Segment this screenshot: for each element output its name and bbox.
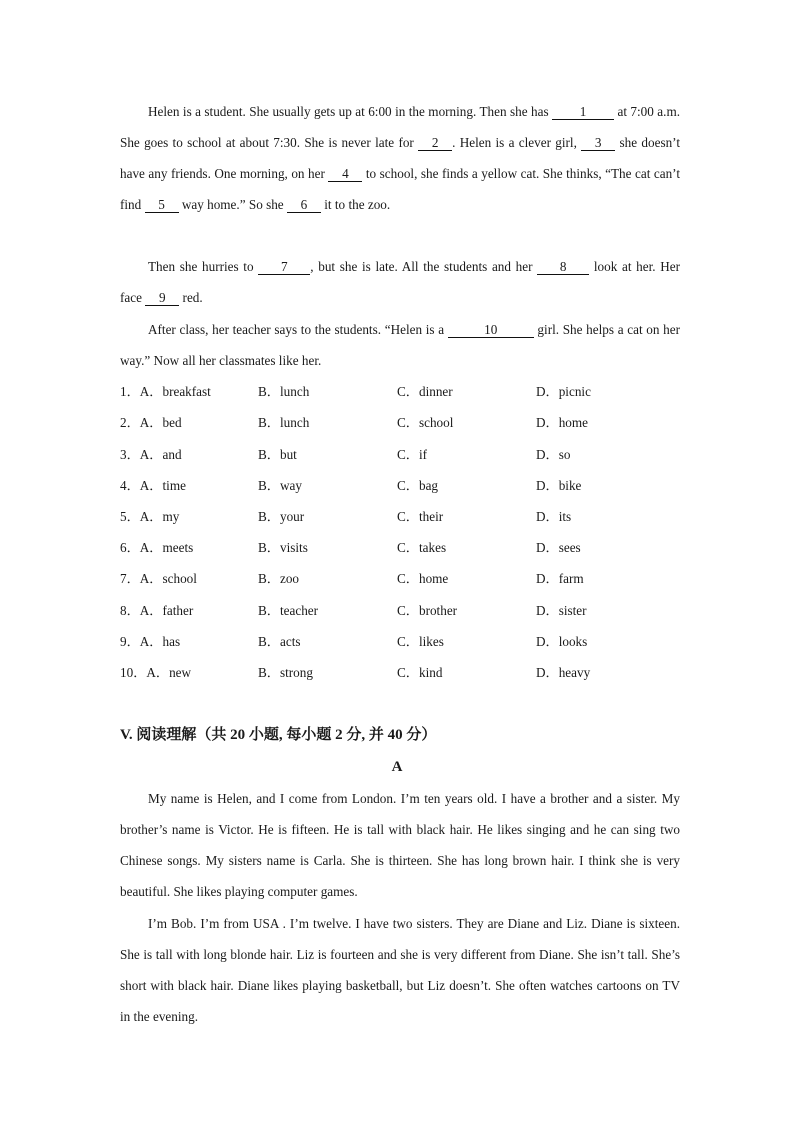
question-row-6	[120, 538, 720, 558]
option-a[interactable]: 8．A．father	[120, 603, 194, 618]
option-c[interactable]: C．takes	[397, 540, 447, 555]
option-b[interactable]: B．way	[258, 478, 302, 493]
option-b[interactable]: B．zoo	[258, 571, 300, 586]
cloze-blank-10[interactable]: 10	[448, 323, 534, 338]
cloze-blank-9[interactable]: 9	[145, 291, 179, 306]
cloze-blank-5[interactable]: 5	[145, 198, 179, 213]
question-row-1	[120, 382, 720, 402]
question-row-3	[120, 445, 720, 465]
cloze-text: girl. She helps a cat on her way.” Now all her classmates like her.	[120, 322, 680, 368]
cloze-paragraph-2	[120, 251, 680, 313]
cloze-blank-7[interactable]: 7	[258, 260, 310, 275]
cloze-blank-8[interactable]: 8	[537, 260, 589, 275]
option-a[interactable]: 6．A．meets	[120, 540, 194, 555]
cloze-text: she doesn’t have any friends. One morning, on her	[120, 135, 680, 181]
cloze-text: at	[614, 104, 627, 119]
option-d[interactable]: D．heavy	[536, 665, 591, 680]
cloze-text: look at her. Her face	[120, 259, 680, 305]
cloze-text: way home.” So she	[178, 197, 287, 212]
cloze-blank-3[interactable]: 3	[581, 136, 615, 151]
cloze-text: Then she hurries to	[148, 259, 259, 274]
cloze-blank-1[interactable]: 1	[552, 105, 614, 120]
option-b[interactable]: B．your	[258, 509, 305, 524]
option-b[interactable]: B．visits	[258, 540, 308, 555]
option-c[interactable]: C．likes	[397, 634, 444, 649]
cloze-text: , but she is late. All the students and her	[310, 259, 538, 274]
passage-label: A	[391, 759, 403, 775]
cloze-blank-6[interactable]: 6	[287, 198, 321, 213]
cloze-text: yellow cat. She thinks, “The cat can’t find	[120, 166, 680, 212]
option-b[interactable]: B．lunch	[258, 384, 310, 399]
option-c[interactable]: C．brother	[397, 603, 458, 618]
cloze-paragraph-1	[120, 96, 680, 220]
cloze-text: Helen is a student. She usually gets up at 6:00 in the morning. Then she has	[148, 104, 553, 119]
section-title: V. 阅读理解（共 20 小题, 每小题 2 分, 并 40 分）	[120, 727, 437, 743]
cloze-blank-4[interactable]: 4	[328, 167, 362, 182]
question-row-5	[120, 507, 720, 527]
option-c[interactable]: C．school	[397, 415, 454, 430]
option-d[interactable]: D．sees	[536, 540, 581, 555]
option-b[interactable]: B．lunch	[258, 415, 310, 430]
cloze-text: it to the	[320, 197, 365, 212]
cloze-text: red.	[179, 290, 203, 305]
option-c[interactable]: C．home	[397, 571, 449, 586]
option-d[interactable]: D．home	[536, 415, 589, 430]
option-c[interactable]: C．kind	[397, 665, 443, 680]
option-d[interactable]: D．bike	[536, 478, 582, 493]
option-a[interactable]: 2．A．bed	[120, 415, 182, 430]
option-d[interactable]: D．so	[536, 447, 571, 462]
option-c[interactable]: C．bag	[397, 478, 439, 493]
question-row-8	[120, 601, 720, 621]
cloze-text: 7:00 a.m. She goes to school at about 7:30. She is never late for	[120, 104, 681, 150]
option-c[interactable]: C．their	[397, 509, 444, 524]
option-a[interactable]: 7．A．school	[120, 571, 197, 586]
reading-paragraph-2: I’m Bob. I’m from USA . I’m twelve. I have two sisters. They are Diane and Liz. Diane is sixteen. She is tall with long blonde hair. Liz is fourteen and she is very different from Diane. She isn’t tall. She’s short with black hair. Diane likes playing basketball, but Liz doesn’t. She often watches cartoons on TV in the evening.	[120, 916, 680, 1024]
question-row-4	[120, 476, 720, 496]
cloze-paragraph-3	[120, 314, 680, 376]
cloze-text: After class, her teacher says to the students. “Helen is a	[148, 322, 448, 337]
option-d[interactable]: D．looks	[536, 634, 588, 649]
option-a[interactable]: 1．A．breakfast	[120, 384, 211, 399]
question-row-9	[120, 632, 720, 652]
option-a[interactable]: 4．A．time	[120, 478, 186, 493]
option-b[interactable]: B．but	[258, 447, 297, 462]
option-a[interactable]: 3．A．and	[120, 447, 182, 462]
cloze-blank-2[interactable]: 2	[418, 136, 452, 151]
option-b[interactable]: B．acts	[258, 634, 301, 649]
reading-paragraph-1: My name is Helen, and I come from London. I’m ten years old. I have a brother and a sister. My brother’s name is Victor. He is fifteen. He is tall with black hair. He likes singing and he can sing two Chinese songs. My sisters name is Carla. She is thirteen. She has long brown hair. I think she is very beautiful. She likes playing computer games.	[120, 791, 680, 899]
option-a[interactable]: 5．A．my	[120, 509, 180, 524]
cloze-text: zoo.	[367, 197, 391, 212]
option-d[interactable]: D．farm	[536, 571, 584, 586]
option-a[interactable]: 10．A．new	[120, 665, 192, 680]
option-a[interactable]: 9．A．has	[120, 634, 181, 649]
option-d[interactable]: D．sister	[536, 603, 587, 618]
cloze-text: . Helen is a clever girl,	[452, 135, 577, 150]
option-c[interactable]: C．if	[397, 447, 428, 462]
option-b[interactable]: B．strong	[258, 665, 313, 680]
option-d[interactable]: D．its	[536, 509, 572, 524]
question-row-2	[120, 413, 720, 433]
option-b[interactable]: B．teacher	[258, 603, 319, 618]
option-d[interactable]: D．picnic	[536, 384, 591, 399]
question-row-10	[120, 663, 720, 683]
cloze-text: to school, she finds a	[362, 166, 478, 181]
question-row-7	[120, 569, 720, 589]
option-c[interactable]: C．dinner	[397, 384, 453, 399]
